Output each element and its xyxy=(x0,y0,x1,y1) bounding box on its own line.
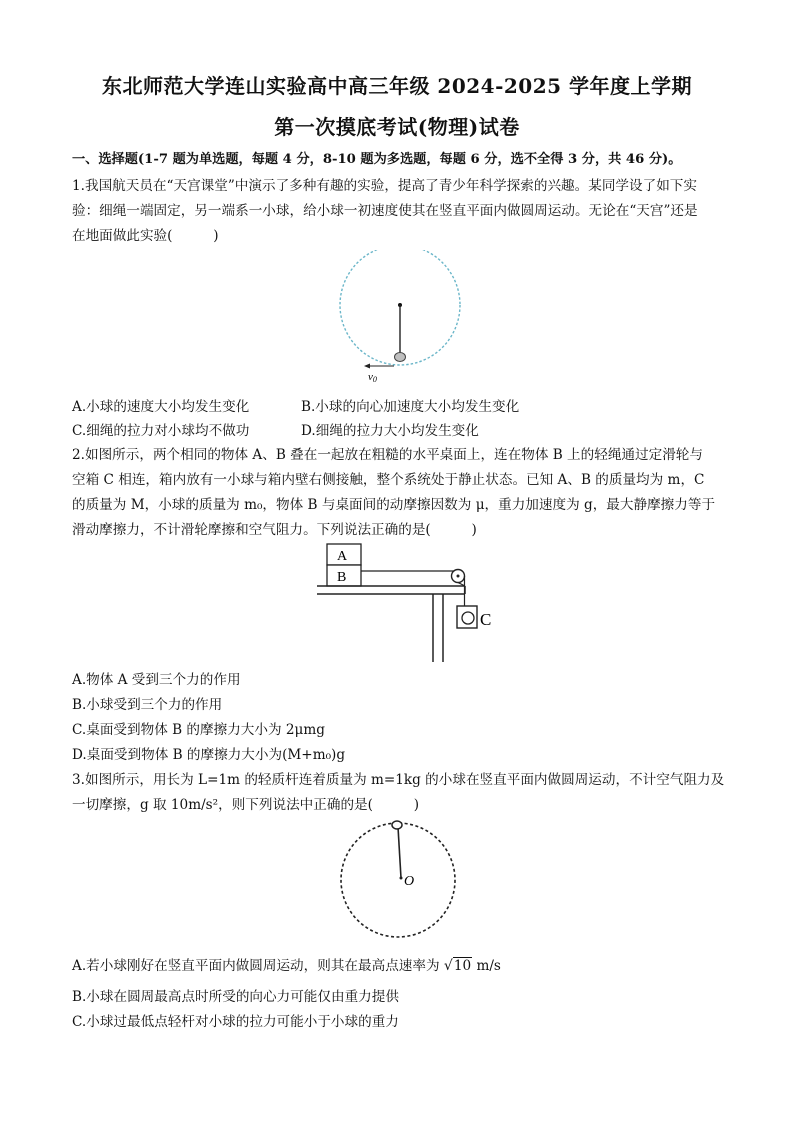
q3-option-a-unit: m/s xyxy=(472,958,501,974)
q1-option-c[interactable]: C.细绳的拉力对小球均不做功 xyxy=(72,423,250,439)
sqrt-icon: √ xyxy=(443,958,453,974)
q3-text-line2: 一切摩擦，g 取 10m/s²，则下列说法中正确的是( ) xyxy=(72,797,420,813)
q1-figure-circular-motion xyxy=(330,250,470,386)
q3-option-c[interactable]: C.小球过最低点轻杆对小球的拉力可能小于小球的重力 xyxy=(72,1014,399,1030)
q2-label-c: C xyxy=(480,610,492,629)
exam-title-line2: 第一次摸底考试(物理)试卷 xyxy=(274,115,520,139)
q2-text-line3: 的质量为 M，小球的质量为 m₀，物体 B 与桌面间的动摩擦因数为 μ，重力加速度为 g，最大静摩擦力等于 xyxy=(72,497,716,513)
q1-v0-label: v0 xyxy=(368,371,377,384)
q2-option-b[interactable]: B.小球受到三个力的作用 xyxy=(72,697,223,713)
q1-option-d[interactable]: D.细绳的拉力大小均发生变化 xyxy=(301,423,479,439)
q3-option-b[interactable]: B.小球在圆周最高点时所受的向心力可能仅由重力提供 xyxy=(72,989,399,1005)
q3-center-point xyxy=(400,877,403,880)
q3-ball xyxy=(392,821,402,829)
q2-option-a[interactable]: A.物体 A 受到三个力的作用 xyxy=(72,672,241,688)
q2-figure-pulley-system xyxy=(315,540,505,665)
q2-label-b: B xyxy=(337,570,347,585)
q2-label-a: A xyxy=(337,549,348,564)
q3-option-a[interactable] xyxy=(72,954,501,974)
q2-option-c[interactable]: C.桌面受到物体 B 的摩擦力大小为 2μmg xyxy=(72,722,325,738)
exam-title-line1: 东北师范大学连山实验高中高三年级 2024-2025 学年度上学期 xyxy=(101,74,693,98)
q1-option-a[interactable]: A.小球的速度大小均发生变化 xyxy=(72,399,250,415)
q1-velocity-arrowhead xyxy=(364,364,370,369)
q3-figure-rod-circle xyxy=(335,815,465,940)
section-heading: 一、选择题(1-7 题为单选题，每题 4 分，8-10 题为多选题，每题 6 分，选不全得 3 分，共 46 分)。 xyxy=(72,152,682,167)
q1-text-line2: 验：细绳一端固定，另一端系一小球，给小球一初速度使其在竖直平面内做圆周运动。无论在“天宫”还是 xyxy=(72,203,698,219)
q3-text-line1: 3.如图所示，用长为 L=1m 的轻质杆连着质量为 m=1kg 的小球在竖直平面内做圆周运动，不计空气阻力及 xyxy=(72,772,725,788)
q3-option-a-text: A.若小球刚好在竖直平面内做圆周运动，则其在最高点速率为 xyxy=(72,958,444,974)
q1-text-line1: 1.我国航天员在“天宫课堂”中演示了多种有趣的实验，提高了青少年科学探索的兴趣。某同学设了如下实 xyxy=(72,178,697,194)
q1-option-b[interactable]: B.小球的向心加速度大小均发生变化 xyxy=(301,399,520,415)
q3-rod xyxy=(398,827,401,878)
q2-text-line4: 滑动摩擦力，不计滑轮摩擦和空气阻力。下列说法正确的是( ) xyxy=(72,522,477,538)
q1-ball xyxy=(395,353,406,362)
q1-text-line3: 在地面做此实验( ) xyxy=(72,228,219,244)
q2-small-ball xyxy=(462,612,474,624)
q3-label-o: O xyxy=(404,874,415,889)
q2-pulley-axle xyxy=(457,575,460,578)
q2-text-line1: 2.如图所示，两个相同的物体 A、B 叠在一起放在粗糙的水平桌面上，连在物体 B 上的轻绳通过定滑轮与 xyxy=(72,447,703,463)
q2-option-d[interactable]: D.桌面受到物体 B 的摩擦力大小为(M+m₀)g xyxy=(72,747,346,763)
q3-option-a-radicand: 10 xyxy=(453,958,472,974)
q2-text-line2: 空箱 C 相连，箱内放有一小球与箱内壁右侧接触，整个系统处于静止状态。已知 A、B 的质量均为 m，C xyxy=(72,472,705,488)
